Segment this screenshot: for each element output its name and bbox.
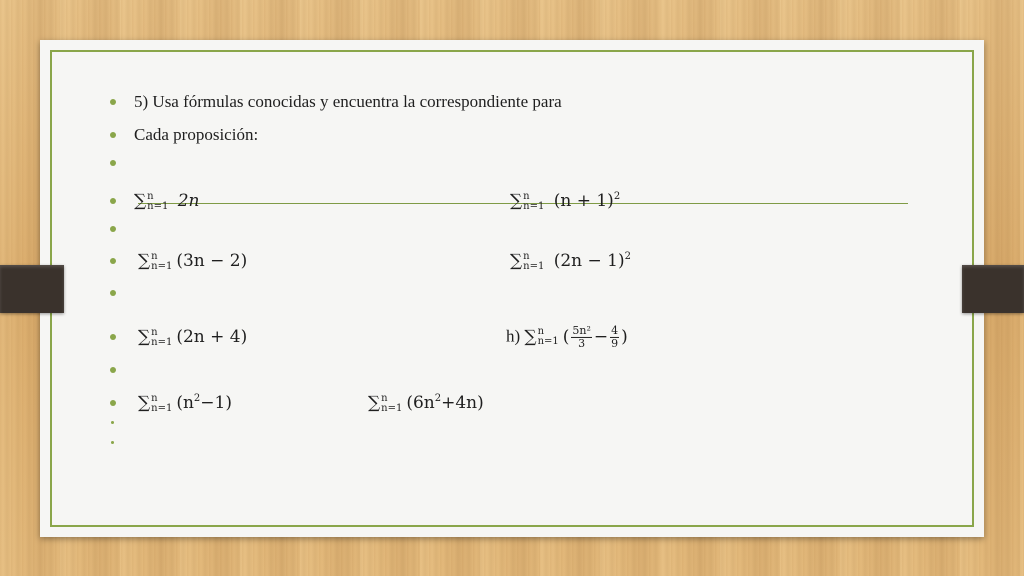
bullet-icon — [110, 367, 116, 373]
sum-expression-e: ∑ n n=1 (2n + 4) — [138, 326, 248, 348]
instruction-text: 5) Usa fórmulas conocidas y encuentra la correspondiente para — [134, 92, 562, 111]
bullet-line-8 — [0, 322, 1024, 352]
bullet-line-5 — [0, 214, 1024, 244]
bullet-icon — [110, 160, 116, 166]
sum-expression-a: ∑ n n=1 2n — [134, 190, 200, 212]
bullet-line-7 — [0, 278, 1024, 308]
bullet-line-11 — [0, 412, 1024, 432]
bullet-icon — [110, 226, 116, 232]
sum-expression-f: ∑ n n=1 ( $\frac{\text{5n²}}{3}$ − $\frac{4}{9}$ ) — [524, 323, 628, 350]
bullet-line-2 — [0, 120, 1024, 150]
instruction-text-2: Cada proposición: — [134, 125, 259, 144]
bullet-icon — [111, 421, 114, 424]
bullet-icon — [110, 334, 116, 340]
bullet-icon — [110, 198, 116, 204]
bullet-icon — [110, 290, 116, 296]
bullet-line-9 — [0, 355, 1024, 385]
bullet-icon — [110, 400, 116, 406]
sum-expression-b: ∑ n n=1 $(n + 1)^2$ — [510, 190, 621, 212]
bullet-icon — [111, 441, 114, 444]
bullet-line-3 — [0, 148, 1024, 178]
bullet-line-12 — [0, 432, 1024, 452]
item-h — [506, 325, 628, 349]
sum-expression-g: ∑ n n=1 $(n^2-1)$ — [138, 392, 232, 414]
sum-expression-d: ∑ n n=1 $(2n - 1)^2$ — [510, 250, 632, 272]
item-h-label: h) — [506, 326, 521, 346]
bullet-line-1 — [0, 87, 1024, 117]
bullet-icon — [110, 99, 116, 105]
bullet-line-4 — [0, 186, 1024, 216]
bullet-icon — [110, 258, 116, 264]
bullet-line-6 — [0, 246, 1024, 276]
sum-expression-c: ∑ n n=1 (3n − 2) — [138, 250, 248, 272]
bullet-icon — [110, 132, 116, 138]
sum-expression-i: ∑ n n=1 $(6n^2+4n)$ — [368, 392, 484, 414]
